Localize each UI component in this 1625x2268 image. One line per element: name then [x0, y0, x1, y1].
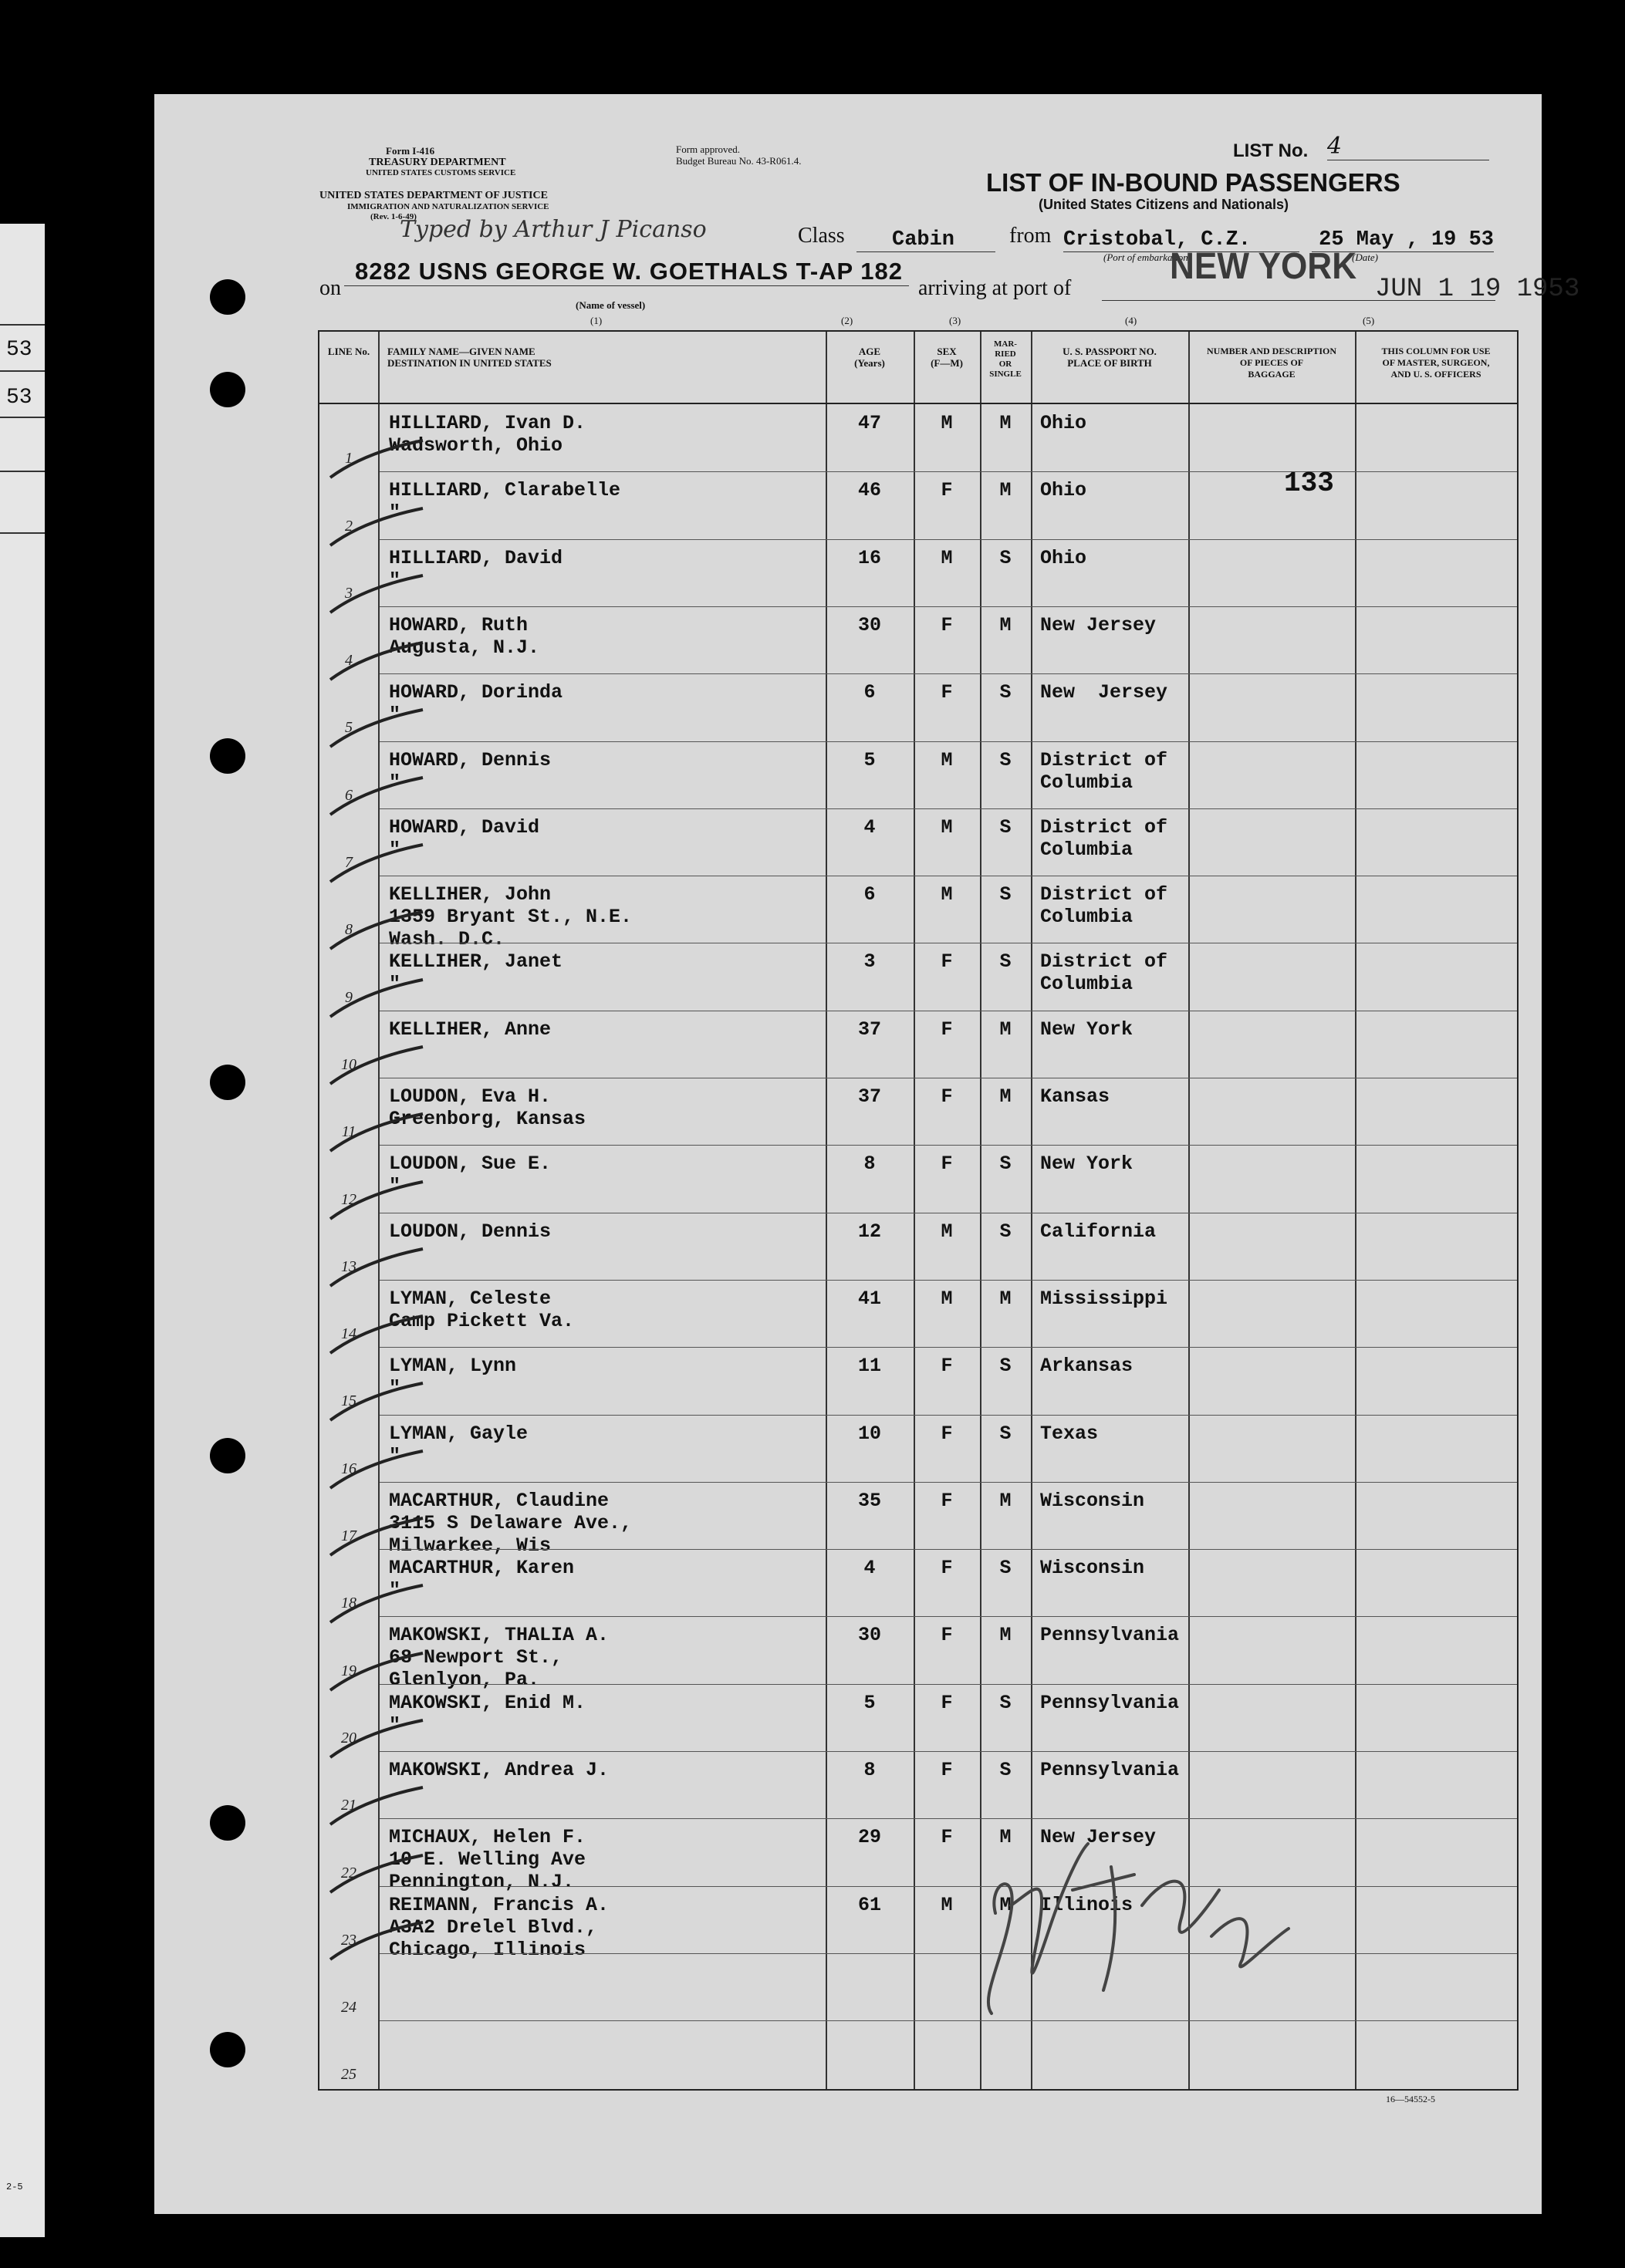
age: 10: [857, 1422, 881, 1445]
sex: F: [941, 1759, 953, 1781]
sex: M: [941, 1287, 953, 1310]
place-of-birth: California: [1040, 1220, 1157, 1243]
embarkation-port: Cristobal, C.Z.: [1063, 228, 1299, 252]
place-of-birth: New York: [1040, 1018, 1133, 1041]
inspector-signature: [965, 1821, 1319, 2021]
passenger-name: MAKOWSKI, Enid M.: [389, 1691, 586, 1714]
line-number: 17: [341, 1527, 356, 1545]
destination: 1359 Bryant St., N.E. Wash. D.C.: [389, 906, 633, 951]
line-number: 3: [345, 584, 353, 602]
place-of-birth: New York: [1040, 1153, 1133, 1176]
marital-status: M: [999, 1085, 1012, 1108]
age: 37: [857, 1018, 881, 1041]
arrival-port-stamp: NEW YORK: [1170, 246, 1357, 287]
table-row: [319, 1616, 1517, 1692]
marital-status: S: [999, 950, 1012, 974]
line-number: 1: [345, 450, 353, 467]
passenger-name: MAKOWSKI, THALIA A.: [389, 1624, 610, 1647]
table-row: [319, 606, 1517, 673]
marital-status: M: [999, 1893, 1012, 1916]
age: 6: [863, 681, 876, 704]
punch-hole: [210, 1438, 245, 1473]
passenger-name: HILLIARD, David: [389, 546, 563, 569]
list-no-label: LIST No.: [1233, 140, 1309, 161]
place-of-birth: District of Columbia: [1040, 815, 1168, 861]
age: 5: [863, 748, 876, 771]
form-approved: Form approved.: [676, 143, 741, 155]
marital-status: M: [999, 1018, 1012, 1041]
destination: A3A2 Drelel Blvd., Chicago, Illinois: [389, 1915, 598, 1961]
class-label: Class: [798, 224, 845, 248]
line-number: 18: [341, 1595, 356, 1612]
place-of-birth: Mississippi: [1040, 1287, 1168, 1310]
table-row: [319, 1751, 1517, 1818]
marital-status: S: [999, 546, 1012, 569]
age: 47: [857, 412, 881, 434]
destination: ": [389, 1377, 401, 1400]
passenger-name: LOUDON, Eva H.: [389, 1085, 552, 1108]
place-of-birth: Ohio: [1040, 479, 1087, 502]
passenger-name: LOUDON, Dennis: [389, 1220, 552, 1243]
document-title: LIST OF IN-BOUND PASSENGERS: [986, 168, 1400, 197]
table-row: [319, 404, 1517, 471]
passenger-name: LYMAN, Lynn: [389, 1355, 517, 1378]
from-label: from: [1009, 224, 1052, 248]
passenger-name: KELLIHER, John: [389, 883, 552, 906]
passenger-name: MICHAUX, Helen F.: [389, 1826, 586, 1849]
form-number: Form I-416: [386, 145, 435, 157]
marital-status: M: [999, 479, 1012, 502]
document-subtitle: (United States Citizens and Nationals): [1039, 197, 1289, 212]
age: 3: [863, 950, 876, 974]
line-number: 12: [341, 1190, 356, 1208]
header-sex: SEX (F—M): [931, 346, 963, 369]
header-married: MAR- RIED OR SINGLE: [989, 339, 1022, 379]
table-row: [319, 876, 1517, 951]
place-of-birth: Wisconsin: [1040, 1489, 1145, 1512]
place-of-birth: Pennsylvania: [1040, 1691, 1180, 1714]
place-of-birth: New Jersey: [1040, 681, 1168, 704]
destination: 68 Newport St., Glenlyon, Pa.: [389, 1646, 563, 1692]
destination: Greenborg, Kansas: [389, 1108, 586, 1130]
marital-status: M: [999, 1624, 1012, 1647]
marital-status: S: [999, 1355, 1012, 1378]
header-age: AGE (Years): [854, 346, 885, 369]
sex: M: [941, 546, 953, 569]
table-row: [319, 1078, 1517, 1145]
destination: ": [389, 704, 401, 727]
col-num-4: (4): [1125, 315, 1137, 326]
table-row: [319, 1213, 1517, 1280]
punch-hole: [210, 1065, 245, 1100]
line-number: 2: [345, 517, 353, 535]
punch-hole: [210, 2032, 245, 2067]
marital-status: S: [999, 815, 1012, 839]
line-number: 25: [341, 2066, 356, 2084]
place-of-birth: Ohio: [1040, 546, 1087, 569]
budget-bureau: Budget Bureau No. 43-R061.4.: [676, 155, 802, 167]
header-name-destination: FAMILY NAME—GIVEN NAME DESTINATION IN UNITED STATES: [387, 346, 552, 369]
passenger-name: MAKOWSKI, Andrea J.: [389, 1759, 610, 1781]
line-number: 4: [345, 652, 353, 670]
passenger-name: MACARTHUR, Claudine: [389, 1489, 610, 1512]
punch-hole: [210, 1805, 245, 1841]
age: 46: [857, 479, 881, 502]
table-row: [319, 1818, 1517, 1894]
vessel-name: 8282 USNS GEORGE W. GOETHALS T-AP 182: [344, 258, 909, 286]
sex: F: [941, 1355, 953, 1378]
sex: F: [941, 681, 953, 704]
age: 5: [863, 1691, 876, 1714]
passenger-name: KELLIHER, Janet: [389, 950, 563, 974]
vessel-caption: (Name of vessel): [576, 299, 646, 311]
passenger-name: LOUDON, Sue E.: [389, 1153, 552, 1176]
table-row: [319, 1684, 1517, 1751]
passenger-name: HOWARD, Dorinda: [389, 681, 563, 704]
sex: F: [941, 1691, 953, 1714]
line-number: 20: [341, 1729, 356, 1747]
sex: F: [941, 479, 953, 502]
left-footer-code: 2-5: [6, 2182, 23, 2192]
place-of-birth: Wisconsin: [1040, 1557, 1145, 1580]
place-of-birth: District of Columbia: [1040, 950, 1168, 996]
marital-status: S: [999, 1153, 1012, 1176]
header-passport-birth: U. S. PASSPORT NO. PLACE OF BIRTH: [1062, 346, 1157, 369]
passenger-name: HILLIARD, Ivan D.: [389, 412, 586, 434]
officer-note: 133: [1284, 467, 1334, 499]
marital-status: S: [999, 1691, 1012, 1714]
age: 29: [857, 1826, 881, 1849]
table-row: [319, 943, 1517, 1010]
place-of-birth: Pennsylvania: [1040, 1624, 1180, 1647]
table-row: [319, 673, 1517, 741]
sex: F: [941, 1422, 953, 1445]
marital-status: S: [999, 1220, 1012, 1243]
punch-hole: [210, 372, 245, 407]
place-of-birth: New Jersey: [1040, 613, 1157, 636]
place-of-birth: District of Columbia: [1040, 883, 1168, 929]
table-row: [319, 1549, 1517, 1616]
ins-service: IMMIGRATION AND NATURALIZATION SERVICE: [347, 202, 549, 211]
destination: ": [389, 838, 401, 861]
sex: M: [941, 883, 953, 906]
age: 11: [857, 1355, 881, 1378]
treasury-dept: TREASURY DEPARTMENT: [369, 157, 506, 168]
marital-status: M: [999, 1489, 1012, 1512]
justice-dept: UNITED STATES DEPARTMENT OF JUSTICE: [319, 190, 548, 201]
destination: 10 E. Welling Ave Pennington, N.J.: [389, 1848, 586, 1894]
on-label: on: [319, 276, 341, 300]
revision-date: (Rev. 1-6-49): [370, 212, 417, 221]
table-row: [319, 741, 1517, 808]
port-embarkation-caption: (Port of embarkation): [1103, 251, 1192, 263]
line-number: 13: [341, 1257, 356, 1275]
sex: F: [941, 1489, 953, 1512]
passenger-name: HOWARD, Dennis: [389, 748, 552, 771]
marital-status: S: [999, 1557, 1012, 1580]
age: 6: [863, 883, 876, 906]
date-caption: (Date): [1352, 251, 1378, 263]
sex: F: [941, 1557, 953, 1580]
destination: 3115 S Delaware Ave., Milwarkee, Wis: [389, 1511, 633, 1557]
line-number: 23: [341, 1931, 356, 1949]
place-of-birth: Kansas: [1040, 1085, 1110, 1108]
marital-status: S: [999, 681, 1012, 704]
col-num-1: (1): [590, 315, 603, 326]
destination: Wadsworth, Ohio: [389, 434, 563, 457]
table-row: [319, 1347, 1517, 1414]
line-number: 24: [341, 1999, 356, 2017]
passenger-table: [318, 330, 1519, 2091]
sex: F: [941, 1153, 953, 1176]
destination: ": [389, 569, 401, 592]
passenger-name: REIMANN, Francis A.: [389, 1893, 610, 1916]
passenger-name: LYMAN, Gayle: [389, 1422, 529, 1445]
marital-status: S: [999, 883, 1012, 906]
place-of-birth: Texas: [1040, 1422, 1099, 1445]
line-number: 10: [341, 1055, 356, 1073]
table-row: [319, 1953, 1517, 2020]
destination: Camp Pickett Va.: [389, 1309, 575, 1332]
sex: M: [941, 1220, 953, 1243]
line-number: 16: [341, 1460, 356, 1477]
marital-status: M: [999, 1826, 1012, 1849]
sex: F: [941, 1018, 953, 1041]
table-row: [319, 2020, 1517, 2087]
line-number: 7: [345, 854, 353, 872]
arrival-date-stamp: JUN 1 19 1953: [1375, 275, 1580, 304]
footer-code: 16—54552-5: [1386, 2094, 1435, 2104]
table-row: [319, 1145, 1517, 1212]
age: 30: [857, 1624, 881, 1647]
marital-status: S: [999, 1422, 1012, 1445]
age: 8: [863, 1153, 876, 1176]
typed-by-signature: Typed by Arthur J Picanso: [400, 216, 707, 243]
age: 41: [857, 1287, 881, 1310]
marital-status: S: [999, 748, 1012, 771]
destination: ": [389, 973, 401, 996]
place-of-birth: District of Columbia: [1040, 748, 1168, 794]
line-number: 19: [341, 1662, 356, 1679]
sex: F: [941, 1624, 953, 1647]
destination: ": [389, 1579, 401, 1602]
line-number: 6: [345, 786, 353, 804]
line-number: 14: [341, 1325, 356, 1343]
col-num-5: (5): [1363, 315, 1375, 326]
place-of-birth: Arkansas: [1040, 1355, 1133, 1378]
sex: F: [941, 613, 953, 636]
line-number: 9: [345, 988, 353, 1006]
sex: F: [941, 1085, 953, 1108]
passenger-name: KELLIHER, Anne: [389, 1018, 552, 1041]
passenger-name: HILLIARD, Clarabelle: [389, 479, 621, 502]
age: 4: [863, 1557, 876, 1580]
age: 16: [857, 546, 881, 569]
arriving-port-label: arriving at port of: [918, 276, 1072, 300]
sex: M: [941, 815, 953, 839]
age: 30: [857, 613, 881, 636]
adjacent-page-strip: [0, 224, 45, 2237]
age: 12: [857, 1220, 881, 1243]
strip-label: 53: [6, 386, 32, 410]
header-officers-use: THIS COLUMN FOR USE OF MASTER, SURGEON, AND U. S. OFFICERS: [1381, 346, 1491, 380]
line-number: 11: [341, 1123, 356, 1141]
destination: ": [389, 1175, 401, 1198]
place-of-birth: New Jersey: [1040, 1826, 1157, 1849]
header-baggage: NUMBER AND DESCRIPTION OF PIECES OF BAGGAGE: [1206, 346, 1337, 380]
marital-status: M: [999, 613, 1012, 636]
destination: ": [389, 501, 401, 525]
passenger-name: LYMAN, Celeste: [389, 1287, 552, 1310]
marital-status: M: [999, 412, 1012, 434]
age: 8: [863, 1759, 876, 1781]
passenger-name: HOWARD, Ruth: [389, 613, 529, 636]
header-line-no: LINE No.: [327, 346, 370, 357]
line-number: 22: [341, 1864, 356, 1882]
table-row: [319, 1280, 1517, 1347]
table-row: [319, 1011, 1517, 1078]
col-num-3: (3): [949, 315, 961, 326]
place-of-birth: Ohio: [1040, 412, 1087, 434]
sex: M: [941, 412, 953, 434]
passenger-name: HOWARD, David: [389, 815, 540, 839]
destination: ": [389, 771, 401, 794]
line-number: 21: [341, 1797, 356, 1814]
destination: ": [389, 1713, 401, 1736]
customs-service: UNITED STATES CUSTOMS SERVICE: [366, 168, 516, 177]
line-number: 8: [345, 921, 353, 939]
line-number: 15: [341, 1392, 356, 1410]
sex: M: [941, 748, 953, 771]
embarkation-date: 25 May , 19 53: [1312, 228, 1494, 252]
table-row: [319, 808, 1517, 876]
place-of-birth: Illinois: [1040, 1893, 1133, 1916]
age: 37: [857, 1085, 881, 1108]
sex: F: [941, 950, 953, 974]
line-number: 5: [345, 719, 353, 737]
marital-status: S: [999, 1759, 1012, 1781]
table-row: [319, 539, 1517, 606]
list-number: 4: [1327, 133, 1489, 160]
passenger-name: MACARTHUR, Karen: [389, 1557, 575, 1580]
place-of-birth: Pennsylvania: [1040, 1759, 1180, 1781]
punch-hole: [210, 738, 245, 774]
destination: ": [389, 1444, 401, 1467]
class-value: Cabin: [856, 228, 995, 252]
table-row: [319, 1482, 1517, 1557]
punch-hole: [210, 279, 245, 315]
col-num-2: (2): [841, 315, 853, 326]
sex: M: [941, 1893, 953, 1916]
table-row: [319, 1886, 1517, 1961]
age: 4: [863, 815, 876, 839]
table-row: [319, 1415, 1517, 1482]
age: 61: [857, 1893, 881, 1916]
destination: Augusta, N.J.: [389, 636, 540, 659]
strip-label: 53: [6, 338, 32, 362]
marital-status: M: [999, 1287, 1012, 1310]
table-row: [319, 471, 1517, 538]
sex: F: [941, 1826, 953, 1849]
age: 35: [857, 1489, 881, 1512]
